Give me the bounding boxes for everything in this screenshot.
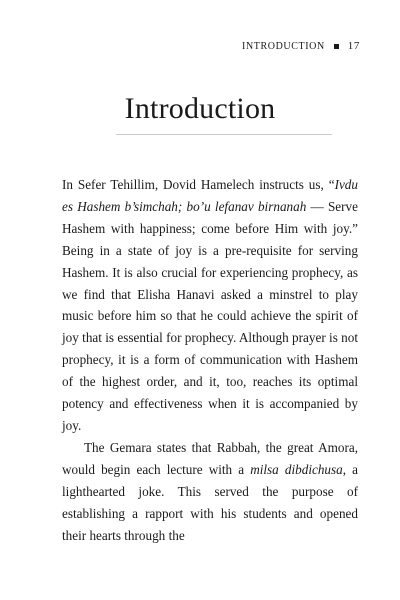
paragraph-text: — Serve Hashem with happiness; come before Him with joy.” Being in a state of joy is a pre-requisite for serving Hashem. It is also crucial for experiencing prophecy, as we find that Elisha Hanavi asked a minstrel to play music before him so that he could achieve the spirit of joy that is essential for prophecy. Although prayer is not prophecy, it is a form of communication with Hashem of the highest order, and it, too, reaches its optimal potency and effectiveness when it is accompanied by joy. [62, 198, 358, 433]
running-head [242, 40, 360, 52]
square-bullet-icon [334, 44, 339, 49]
chapter-title: Introduction [124, 92, 276, 125]
page-number: 17 [347, 40, 360, 52]
paragraph-1 [62, 174, 358, 437]
paragraph-text: The Gemara states that Rabbah, the great Amora, would begin each lecture with a [62, 439, 358, 477]
paragraph-text: In Sefer Tehillim, Dovid Hamelech instructs us, “ [62, 177, 335, 192]
paragraph-2 [62, 437, 358, 547]
transliteration-text: Ivdu es Hashem b’simchah; bo’u lefanav birnanah [62, 177, 358, 214]
paragraph-text: , a lighthearted joke. This served the purpose of establishing a rapport with his students and opened their hearts through the [62, 461, 359, 543]
transliteration-text: milsa dibdichusa [250, 461, 343, 477]
body-text [62, 174, 358, 546]
running-head-title: INTRODUCTION [242, 40, 325, 52]
title-divider [116, 134, 332, 135]
